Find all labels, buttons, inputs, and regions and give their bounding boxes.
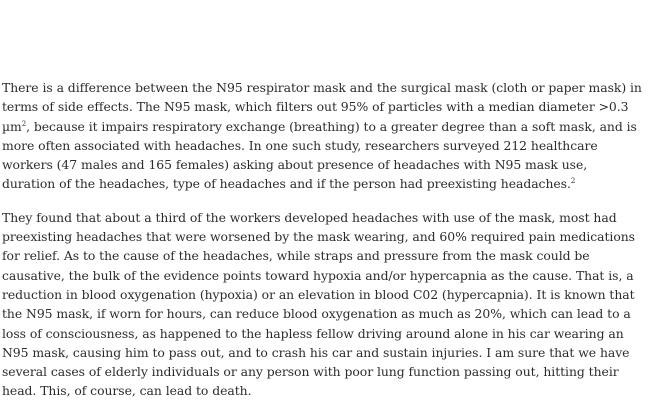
footnote-ref-2[interactable]: 2 (570, 177, 576, 186)
paragraph-1 (2, 78, 642, 194)
article-body (2, 78, 642, 401)
paragraph-2 (2, 208, 642, 401)
paragraph-1-text-1: There is a difference between the N95 respirator mask and the surgical mask (cloth or paper mask) in terms of side effects. The N95 mask, which filters out 95% of particles with a median diameter >0.3 µm (2, 80, 642, 134)
paragraph-2-text: They found that about a third of the workers developed headaches with use of the mask, most had preexisting headaches that were worsened by the mask wearing, and 60% required pain medications for relief. As to the cause of the headaches, while straps and pressure from the mask could be causative, the bulk of the evidence points toward hypoxia and/or hypercapnia as the cause. That is, a reduction in blood oxygenation (hypoxia) or an elevation in blood C02 (hypercapnia). It is known that the N95 mask, if worn for hours, can reduce blood oxygenation as much as 20%, which can lead to a loss of consciousness, as happened to the hapless fellow driving around alone in his car wearing an N95 mask, causing him to pass out, and to crash his car and sustain injuries. I am sure that we have several cases of elderly individuals or any person with poor lung function passing out, hitting their head. This, of course, can lead to death. (2, 209, 635, 399)
paragraph-1-text-2: , because it impairs respiratory exchange (breathing) to a greater degree than a soft mask, and is more often associated with headaches. In one such study, researchers surveyed 212 healthcare workers (47 males and 165 females) asking about presence of headaches with N95 mask use, duration of the headaches, type of headaches and if the person had preexisting headaches. (2, 118, 637, 192)
footnote-ref-2[interactable]: 2 (21, 119, 27, 128)
